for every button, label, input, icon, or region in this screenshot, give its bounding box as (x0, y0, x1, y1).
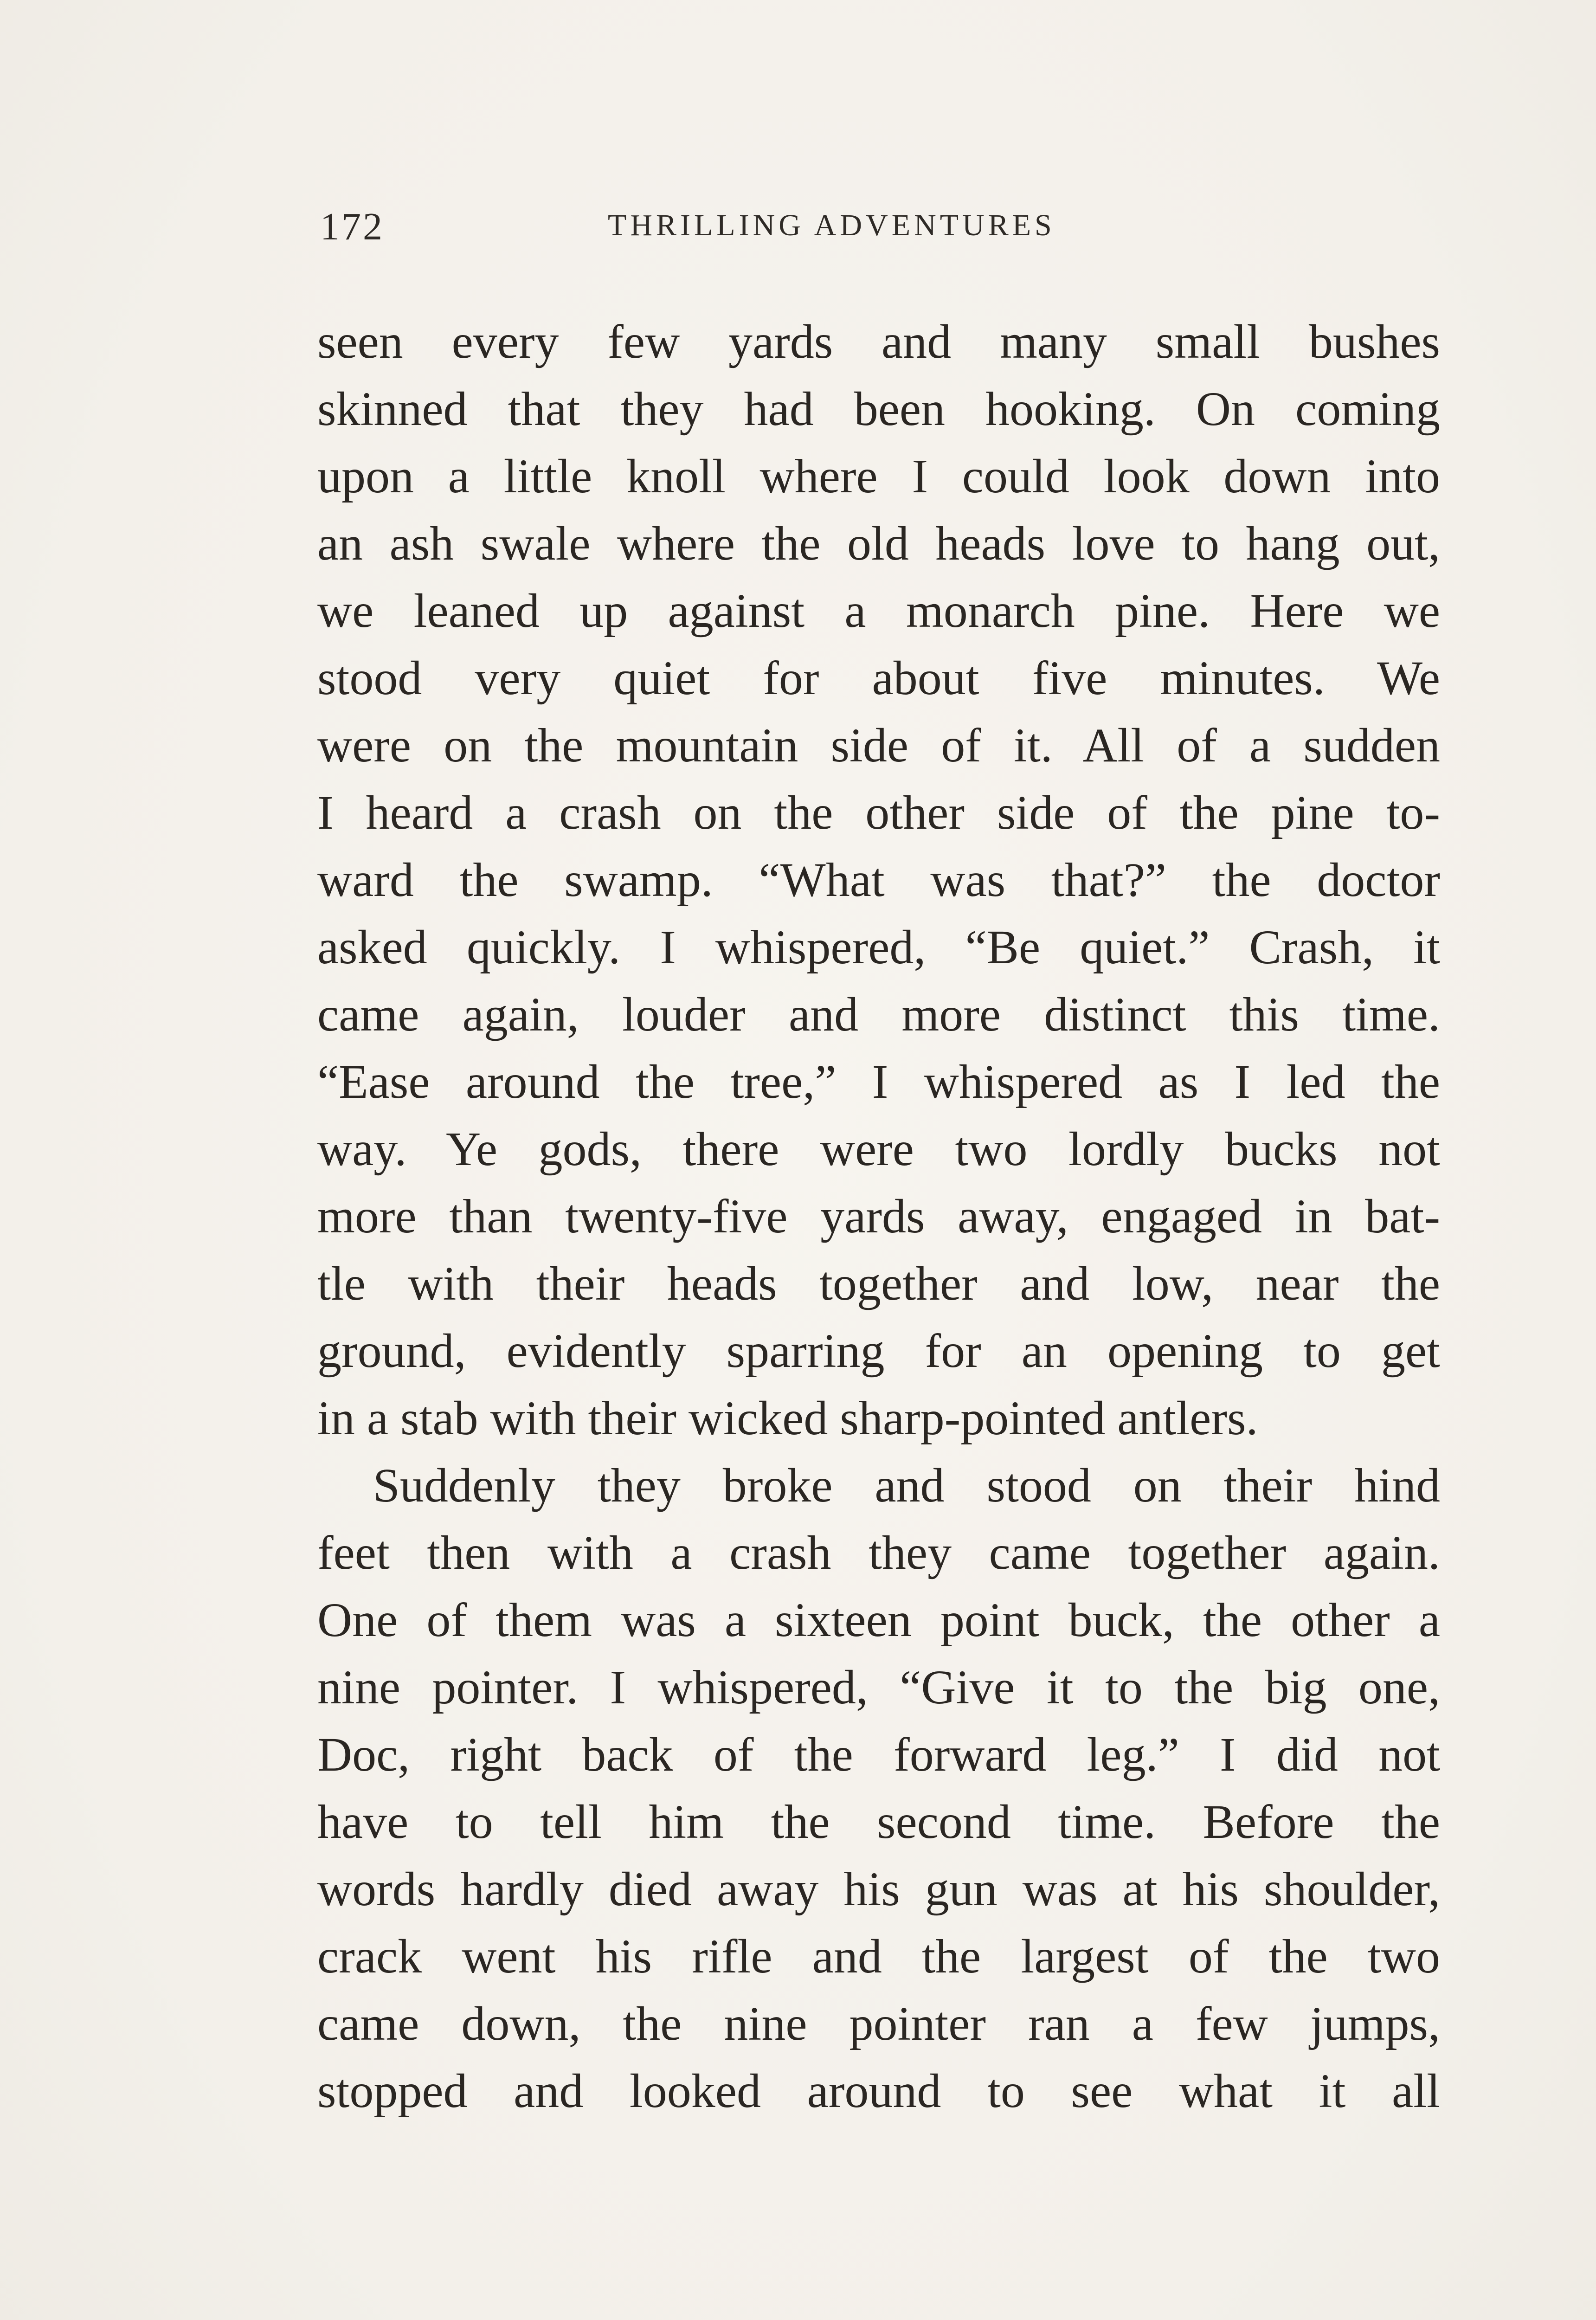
text-line: came down, the nine pointer ran a few jumps, (317, 1997, 1440, 2050)
text-line: upon a little knoll where I could look down into (317, 450, 1440, 503)
text-line: more than twenty-five yards away, engaged in bat- (317, 1190, 1440, 1243)
text-line: way. Ye gods, there were two lordly bucks not (317, 1122, 1440, 1176)
text-line: asked quickly. I whispered, “Be quiet.” Crash, it (317, 921, 1440, 974)
text-line: were on the mountain side of it. All of a sudden (317, 719, 1440, 772)
text-line: One of them was a sixteen point buck, the other a (317, 1593, 1440, 1647)
text-line: an ash swale where the old heads love to hang out, (317, 517, 1440, 570)
page-header (320, 204, 1155, 251)
text-line: we leaned up against a monarch pine. Here we (317, 584, 1440, 638)
text-line: skinned that they had been hooking. On coming (317, 382, 1440, 436)
text-line: seen every few yards and many small bushes (317, 315, 1440, 368)
text-line: crack went his rifle and the largest of the two (317, 1930, 1440, 1983)
text-line: ward the swamp. “What was that?” the doctor (317, 853, 1440, 907)
text-line: in a stab with their wicked sharp-pointed antlers. (317, 1392, 1258, 1445)
text-line: tle with their heads together and low, near the (317, 1257, 1440, 1310)
page-number: 172 (320, 205, 384, 248)
text-line: feet then with a crash they came together again. (317, 1526, 1440, 1579)
text-line: Suddenly they broke and stood on their hind (373, 1459, 1440, 1512)
text-line: words hardly died away his gun was at his shoulder, (317, 1862, 1440, 1916)
text-line: Doc, right back of the forward leg.” I did not (317, 1728, 1440, 1781)
text-line: came again, louder and more distinct this time. (317, 988, 1440, 1041)
running-head: THRILLING ADVENTURES (608, 208, 1055, 242)
text-line: stood very quiet for about five minutes. We (317, 651, 1440, 705)
text-line: “Ease around the tree,” I whispered as I led the (317, 1055, 1440, 1108)
body-text (317, 308, 1440, 2125)
text-line: I heard a crash on the other side of the pine to- (317, 786, 1440, 839)
text-line: have to tell him the second time. Before the (317, 1795, 1440, 1849)
text-line: ground, evidently sparring for an opening to get (317, 1324, 1440, 1378)
text-line: stopped and looked around to see what it all (317, 2064, 1440, 2118)
text-line: nine pointer. I whispered, “Give it to the big one, (317, 1661, 1440, 1714)
